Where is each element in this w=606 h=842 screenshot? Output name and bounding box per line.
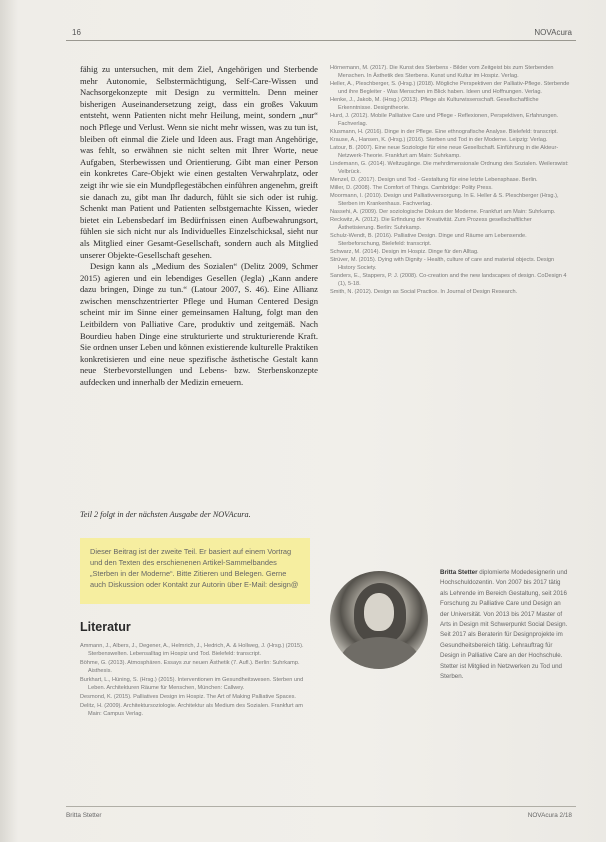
footer-rule (66, 806, 576, 807)
body-text-column (80, 64, 318, 389)
running-head: NOVAcura (534, 28, 572, 37)
literature-entry: Hurd, J. (2012). Mobile Palliative Care und Pflege - Reflexionen, Perspektiven, Erfahrungen. Fachverlag. (330, 113, 559, 127)
literature-entry: Schwarz, M. (2014). Design im Hospiz. Dinge für den Alltag. (330, 249, 479, 255)
literature-entry: Burkhart, L., Hüning, S. (Hrsg.) (2015). Interventionen im Gesundheitswesen. Sterben und Leben. Architekturen Räume für Menschen, München: Callwey. (80, 677, 304, 691)
literature-entry: Moormann, I. (2010). Design und Palliativversorgung. In E. Heller & S. Pleschberger (Hrsg.), Sterben im Krankenhaus. Fachverlag. (330, 193, 559, 207)
literature-entry: Desmond, K. (2015). Palliatives Design im Hospiz. The Art of Making Palliative Spaces. (80, 694, 296, 700)
literature-entry: Henke, J., Jakob, M. (Hrsg.) (2013). Pflege als Kulturwissenschaft. Gesellschaftliche Erkenntnisse. Designtheorie. (330, 97, 539, 111)
author-bio (440, 568, 570, 682)
body-paragraph: fähig zu untersuchen, mit dem Ziel, Angehörigen und Sterbende mehr Autonomie, Selbstermächtigung, Self-Care-Wissen und Nachsorgekonzepte mit Design zu vermitteln. Denn meiner bisherigen Auseinandersetzung zeigt, dass ein großes Vakuum entsteht, wenn Patienten nicht mehr Heilung, meint, sondern „nur“ noch Pflege und Verlust. Wenn sie nicht mehr wissen, was zu tun ist, bleiben oft einmal die Ziele und Ideen aus. Fragt man Angehörige, was fehlt, so erwähnen sie nicht selten mit Ihrer Worte, neue Aufgaben, Sterbewissen und Orientierung. Gibt man einer Person ein konkretes Care-Objekt wie einen gestalten Verwahrplatz, oder zeigt ihr wie sie ein Mundpflegestäbchen einführen angenehm, greift sie danach zu, gibt man Ihr dadurch, fühlt sie sich oder ist ruhig. Schenkt man Patient und Patienten selbstgemachte Kissen, wieder bietet ein Lebensbedarf im Bedürfnissen einen Aufbewahrungsort, fühlen sie sich nicht nur als Individuelles Einzelschicksal, sieht nur als Mitglied einer Gesamt-Gesellschaft, sondern auch als Mitglied unserer Objekte-Gesellschaft gesehen. (80, 64, 318, 260)
literature-entry: Schulz-Wendt, B. (2016). Palliative Design. Dinge und Räume am Lebensende. Sterbeforschung, Bielefeld: transcript. (330, 233, 527, 247)
literature-list-right (330, 64, 570, 296)
author-name: Britta Stetter (440, 569, 480, 576)
literature-entry: Strüver, M. (2015). Dying with Dignity - Health, culture of care and material objects. Design History Society. (330, 257, 555, 271)
footer-issue: NOVAcura 2/18 (527, 812, 572, 819)
literature-entry: Nassehi, A. (2009). Der soziologische Diskurs der Moderne. Frankfurt am Main: Suhrkamp. (330, 209, 556, 215)
continued-note: Teil 2 folgt in der nächsten Ausgabe der NOVAcura. (80, 510, 251, 519)
literature-entry: Lindemann, G. (2014). Weltzugänge. Die mehrdimensionale Ordnung des Sozialen. Weilerswist: Velbrück. (330, 161, 569, 175)
page-number: 16 (72, 28, 81, 37)
literature-entry: Ammann, J., Albers, J., Degener, A., Helmrich, J., Hedrich, A. & Hollweg, J. (Hrsg.) (2015). Sterbenswelten. Lebensalltag im Hospiz und Tod. Bielefeld: transcript. (80, 643, 304, 657)
literature-entry: Böhme, G. (2013). Atmosphären. Essays zur neuen Ästhetik (7. Aufl.). Berlin: Suhrkamp. Aisthesis. (80, 660, 300, 674)
info-callout-box: Dieser Beitrag ist der zweite Teil. Er basiert auf einem Vortrag und den Texten des erschienenen Artikel-Sammelbandes „Sterben in der Moderne“. Bitte Zitieren und Belegen. Gerne auch Diskussion oder Kontakt zur Autorin über E-Mail: design@ (80, 538, 310, 604)
literature-entry: Krause, A., Hansen, K. (Hrsg.) (2016). Sterben und Tod in der Moderne. Leipzig: Verlag. (330, 137, 548, 143)
header-rule (66, 40, 576, 41)
literature-entry: Latour, B. (2007). Eine neue Soziologie für eine neue Gesellschaft. Einführung in die Akteur-Netzwerk-Theorie. Frankfurt am Main: Suhrkamp. (330, 145, 559, 159)
literature-list-left (80, 642, 318, 719)
literature-entry: Smith, N. (2012). Design as Social Practice. In Journal of Design Research. (330, 289, 518, 295)
portrait-shoulders (340, 637, 420, 669)
literature-entry: Heller, A., Pleschberger, S. (Hrsg.) (2018). Mögliche Perspektiven der Palliativ-Pflege. Sterbende und ihre Begleiter - Was Menschen im Blick haben. Ideen und Hoffnungen. Verlag. (330, 81, 570, 95)
literature-entry: Miller, D. (2008). The Comfort of Things. Cambridge: Polity Press. (330, 185, 493, 191)
author-portrait (330, 571, 428, 669)
literature-entry: Reckwitz, A. (2012). Die Erfindung der Kreativität. Zum Prozess gesellschaftlicher Ästhetisierung. Berlin: Suhrkamp. (330, 217, 532, 231)
literature-entry: Hörnemann, M. (2017). Die Kunst des Sterbens - Bilder vom Zeitgeist bis zum Sterbenden Menschen. In Ästhetik des Sterbens. Kunst und Kultur im Hospiz. Verlag. (330, 65, 554, 79)
literature-entry: Klusmann, H. (2016). Dinge in der Pflege. Eine ethnografische Analyse. Bielefeld: transcript. (330, 129, 558, 135)
portrait-face (364, 593, 394, 631)
literature-entry: Delitz, H. (2009). Architektursoziologie. Architektur als Medium des Sozialen. Frankfurt am Main: Campus Verlag. (80, 703, 303, 717)
literature-entry: Menzel, D. (2017). Design und Tod - Gestaltung für eine letzte Lebensphase. Berlin. (330, 177, 538, 183)
literature-heading: Literatur (80, 620, 131, 634)
footer-author: Britta Stetter (66, 812, 102, 819)
author-bio-text: diplomierte Modedesignerin und Hochschuldozentin. Von 2007 bis 2017 tätig als Lehrende im Bereich Gestaltung, seit 2016 Forschung zu Palliative Care und Design an der Universität. Von 2013 bis 2017 Master of Arts in Design mit Schwerpunkt Social Design. Seit 2017 als Beraterin für Designprojekte im Gesundheitsbereich tätig. Lehrauftrag für Design in Palliative Care an der Hochschule. Stetter ist Mitglied in Netzwerken zu Tod und Sterben. (440, 569, 568, 681)
literature-entry: Sanders, E., Stappers, P. J. (2008). Co-creation and the new landscapes of design. CoDesign 4 (1), 5-18. (330, 273, 567, 287)
body-paragraph: Design kann als „Medium des Sozialen“ (Delitz 2009, Schmer 2015) agieren und ein lebendiges Gesellen (Jegla) „Kann andere dazu bringen, Dinge zu tun.“ (Latour 2007, S. 46). Eine Allianz zwischen menschzentrierter Pflege und Human Centered Design scheint mir im Sinne einer gemeinsamen Haltung, folgt man den Leitbildern von Palliative Care, produktiv und zeitgemäß. Nach Bourdieu haben Dinge eine strukturierte und strukturierende Kraft. Sie ordnen unser Leben und können existierende kulturelle Praktiken konkretisieren und eine neue spezifische ästhetische Gestalt kann neue Sterbevorstellungen und Lebens- bzw. Sterbenskonzepte aufdecken und innerhalb der Medizin erneuern. (80, 261, 318, 388)
